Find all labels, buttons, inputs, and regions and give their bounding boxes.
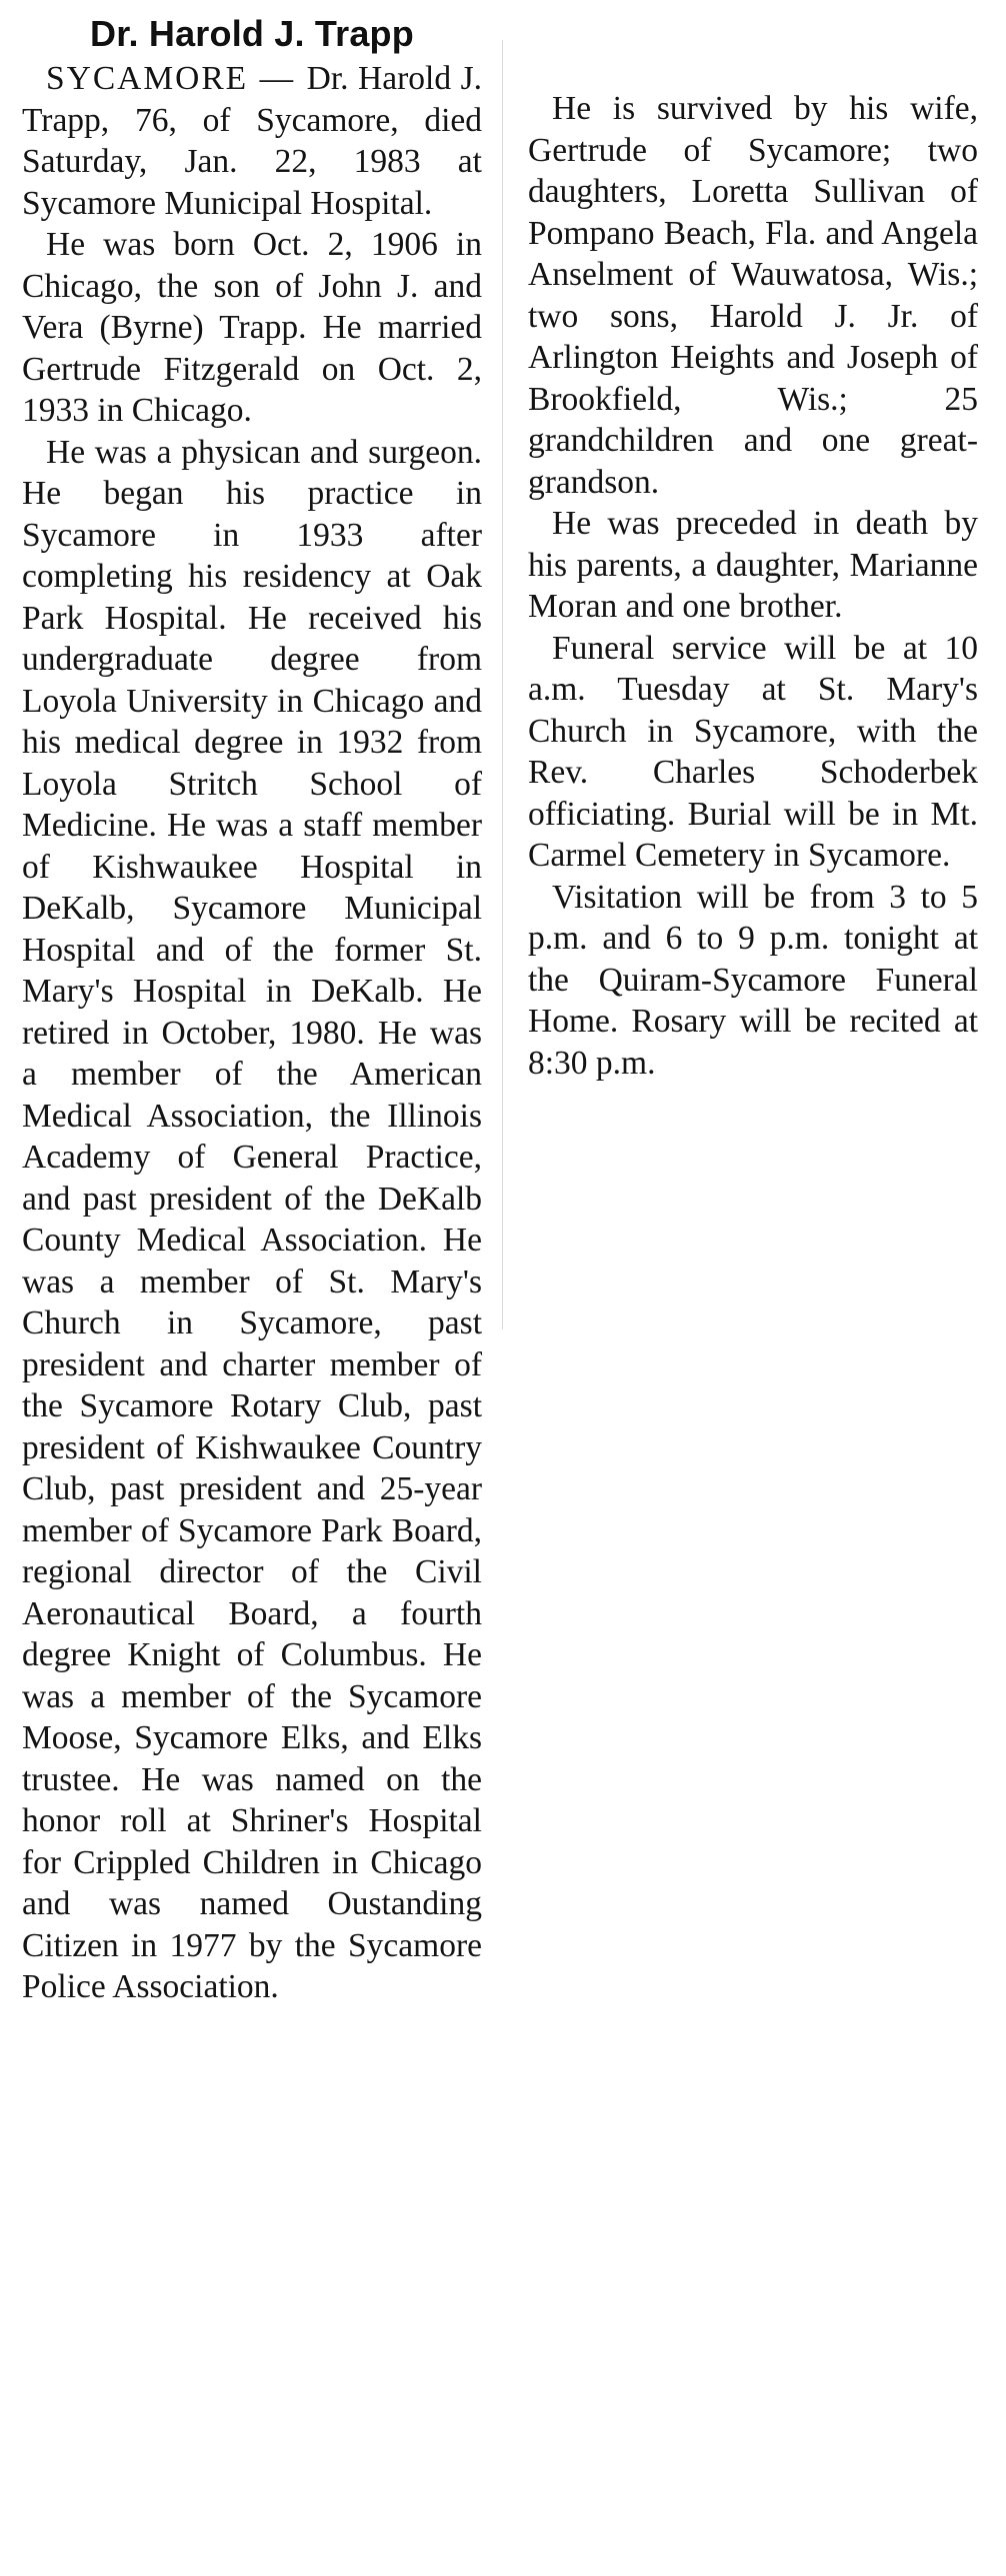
right-column: [528, 88, 978, 1084]
obituary-headline: Dr. Harold J. Trapp: [90, 13, 414, 54]
column-divider: [502, 40, 503, 1329]
dateline: SYCAMORE —: [46, 60, 307, 97]
obituary-paragraph-2: He was born Oct. 2, 1906 in Chicago, the son of John J. and Vera (Byrne) Trapp. He married Gertrude Fitzgerald on Oct. 2, 1933 in Chicago.: [22, 226, 482, 429]
obituary-paragraph-6: Funeral service will be at 10 a.m. Tuesday at St. Mary's Church in Sycamore, with the Rev. Charles Schoderbek officiating. Burial will be in Mt. Carmel Cemetery in Sycamore.: [528, 629, 978, 874]
left-column: [22, 0, 482, 2008]
obituary-paragraph-4: He is survived by his wife, Gertrude of Sycamore; two daughters, Loretta Sullivan of Pompano Beach, Fla. and Angela Anselment of Wauwatosa, Wis.; two sons, Harold J. Jr. of Arlington Heights and Joseph of Brookfield, Wis.; 25 grandchildren and one great-grandson.: [528, 90, 978, 501]
obituary-paragraph-5: He was preceded in death by his parents, a daughter, Marianne Moran and one brother.: [528, 505, 978, 625]
obituary-paragraph-1: [22, 58, 482, 224]
obituary-paragraph-3: He was a physican and surgeon. He began his practice in Sycamore in 1933 after completing his residency at Oak Park Hospital. He received his undergraduate degree from Loyola University in Chicago and his medical degree in 1932 from Loyola Stritch School of Medicine. He was a staff member of Kishwaukee Hospital in DeKalb, Sycamore Municipal Hospital and of the former St. Mary's Hospital in DeKalb. He retired in October, 1980. He was a member of the American Medical Association, the Illinois Academy of General Practice, and past president of the DeKalb County Medical Association. He was a member of St. Mary's Church in Sycamore, past president and charter member of the Sycamore Rotary Club, past president of Kishwaukee Country Club, past president and 25-year member of Sycamore Park Board, regional director of the Civil Aeronautical Board, a fourth degree Knight of Columbus. He was a member of the Sycamore Moose, Sycamore Elks, and Elks trustee. He was named on the honor roll at Shriner's Hospital for Crippled Children in Chicago and was named Oustanding Citizen in 1977 by the Sycamore Police Association.: [22, 433, 482, 2005]
obituary-paragraph-1-text: Dr. Harold J. Trapp, 76, of Sycamore, died Saturday, Jan. 22, 1983 at Sycamore Municipal Hospital.: [22, 60, 482, 222]
obituary-paragraph-7: Visitation will be from 3 to 5 p.m. and 6 to 9 p.m. tonight at the Quiram-Sycamore Funeral Home. Rosary will be recited at 8:30 p.m.: [528, 878, 978, 1082]
